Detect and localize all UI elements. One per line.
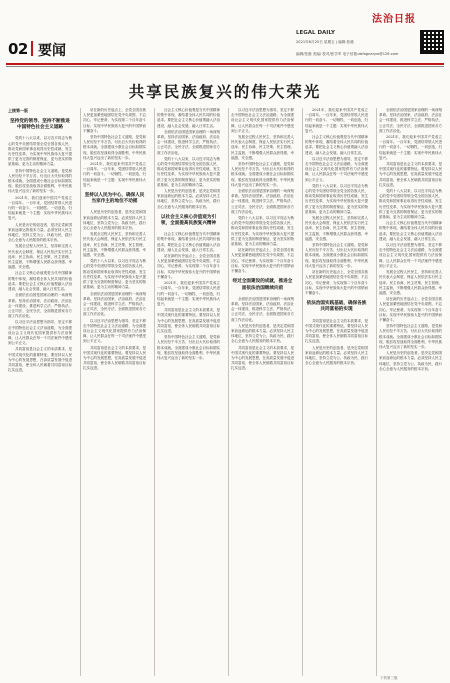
paragraph: 社会主义核心价值观是当代中国精神的集中体现，凝结着全体人民共同的价值追求。要把社会主义核心价值观融入法治建设、融入社会发展、融入日常生活。	[157, 232, 220, 252]
paragraph: 以习近平法治思想为指导，坚定不移走中国特色社会主义法治道路，为全面建设社会主义现代化国家提供有力法治保障，让人民群众在每一个司法案件中感受到公平正义。	[83, 318, 146, 344]
paragraph: 发展全过程人民民主，坚持和完善人民代表大会制度，保证人民依法实行民主选举、民主协商、民主决策、民主管理、民主监督，不断增强人民群众获得感、幸福感、安全感。	[8, 244, 72, 270]
paragraph: 以习近平法治思想为指导，坚定不移走中国特色社会主义法治道路，为全面建设社会主义现代化国家提供有力法治保障，让人民群众在每一个司法案件中感受到公平正义。	[305, 156, 368, 182]
paragraph: 党的十八大以来，以习近平同志为核心的党中央团结带领全党全国各族人民，推动党和国家事业取得历史性成就、发生历史性变革，为实现中华民族伟大复兴提供了更为完善的制度保证、更为坚实的物质基础、更为主动的精神力量。	[83, 259, 146, 290]
subhead: 经过全面建设的成就，推进全面依法治国继续向前	[232, 279, 293, 291]
paragraph: 以习近平法治思想为指导，坚定不移走中国特色社会主义法治道路，为全面建设社会主义现代化国家提供有力法治保障，让人民群众在每一个司法案件中感受到公平正义。	[379, 243, 442, 268]
paragraph: 党的十八大以来，以习近平同志为核心的党中央团结带领全党全国各族人民，推动党和国家事业取得历史性成就、发生历史性变革，为实现中华民族伟大复兴提供了更为完善的制度保证、更为坚实的物质基础、更为主动的精神力量。	[379, 189, 442, 220]
header-rule	[6, 63, 444, 65]
paragraph: 站在新的历史起点上，全党全国各族人民更加紧密地团结在党中央周围，不忘初心、牢记使命，为实现第二个百年奋斗目标、实现中华民族伟大复兴的中国梦而不懈奋斗。	[305, 270, 368, 295]
article-column-3	[154, 108, 222, 676]
qr-code-icon	[420, 30, 444, 54]
paragraph: 发展全过程人民民主，坚持和完善人民代表大会制度，保证人民依法实行民主选举、民主协商、民主决策、民主管理、民主监督，不断增强人民群众获得感、幸福感、安全感。	[231, 135, 294, 160]
article-column-2	[80, 108, 148, 676]
issue-meta: 2021年6月25日 星期五 | 编辑:张港	[296, 40, 354, 44]
paragraph: 共同富裕是社会主义的本质要求，是中国式现代化的重要特征。要坚持以人民为中心的发展思想，在高质量发展中促进共同富裕，使全体人民朝着共同富裕目标扎实迈进。	[157, 308, 220, 333]
paragraph: 坚持中国特色社会主义道路，是党和人民历经千辛万苦、付出巨大代价取得的根本成就。全面建成小康社会目标如期实现，脱贫攻坚战取得全面胜利，中华民族伟大复兴迈出了新的坚实一步。	[379, 324, 442, 349]
paragraph: 共同富裕是社会主义的本质要求，是中国式现代化的重要特征。要坚持以人民为中心的发展思想，在高质量发展中促进共同富裕，使全体人民朝着共同富裕目标扎实迈进。	[305, 318, 368, 344]
paragraph: 坚持中国特色社会主义道路，是党和人民历经千辛万苦、付出巨大代价取得的根本成就。全面建成小康社会目标如期实现，脱贫攻坚战取得全面胜利，中华民族伟大复兴迈出了新的坚实一步。	[231, 162, 294, 187]
paragraph: 坚持中国特色社会主义道路，是党和人民历经千辛万苦、付出巨大代价取得的根本成就。全面建成小康社会目标如期实现，脱贫攻坚战取得全面胜利，中华民族伟大复兴迈出了新的坚实一步。	[157, 335, 220, 360]
subhead: 坚持以人民为中心，确保人民当家作主的地位不动摇	[84, 193, 145, 205]
paragraph: 2021年，我们迎来中国共产党成立一百周年。一百年来，党团结带领人民进行的一切奋斗、一切牺牲、一切创造，归结起来就是一个主题：实现中华民族伟大复兴。	[305, 108, 368, 133]
newspaper-logo: 法治日报	[372, 14, 416, 25]
paragraph: 共同富裕是社会主义的本质要求，是中国式现代化的重要特征。要坚持以人民为中心的发展思想，在高质量发展中促进共同富裕，使全体人民朝着共同富裕目标扎实迈进。	[379, 162, 442, 187]
paragraph: 以习近平法治思想为指导，坚定不移走中国特色社会主义法治道路，为全面建设社会主义现代化国家提供有力法治保障，让人民群众在每一个司法案件中感受到公平正义。	[231, 108, 294, 133]
header-subrule	[6, 66, 444, 67]
paragraph: 共同富裕是社会主义的本质要求，是中国式现代化的重要特征。要坚持以人民为中心的发展思想，在高质量发展中促进共同富裕，使全体人民朝着共同富裕目标扎实迈进。	[8, 347, 72, 373]
paragraph: 2021年，我们迎来中国共产党成立一百周年。一百年来，党团结带领人民进行的一切奋斗、一切牺牲、一切创造，归结起来就是一个主题：实现中华民族伟大复兴。	[157, 281, 220, 306]
paragraph: 共同富裕是社会主义的本质要求，是中国式现代化的重要特征。要坚持以人民为中心的发展思想，在高质量发展中促进共同富裕，使全体人民朝着共同富裕目标扎实迈进。	[231, 345, 294, 371]
byline: 上接第一版	[8, 108, 28, 113]
paragraph: 发展全过程人民民主，坚持和完善人民代表大会制度，保证人民依法实行民主选举、民主协商、民主决策、民主管理、民主监督，不断增强人民群众获得感、幸福感、安全感。	[379, 270, 442, 295]
paragraph: 党的十八大以来，以习近平同志为核心的党中央团结带领全党全国各族人民，推动党和国家事业取得历史性成就、发生历史性变革，为实现中华民族伟大复兴提供了更为完善的制度保证、更为坚实的物质基础、更为主动的精神力量。	[231, 216, 294, 247]
paragraph: 人民是历史的创造者，是决定党和国家前途命运的根本力量。必须坚持人民主体地位，坚持立党为公、执政为民，践行全心全意为人民服务的根本宗旨。	[379, 351, 442, 371]
paragraph: 坚持中国特色社会主义道路，是党和人民历经千辛万苦、付出巨大代价取得的根本成就。全面建成小康社会目标如期实现，脱贫攻坚战取得全面胜利，中华民族伟大复兴迈出了新的坚实一步。	[83, 135, 146, 160]
edition-label: LEGAL DAILY	[296, 30, 335, 36]
continuation-note: 下转第三版	[380, 676, 398, 680]
paragraph: 党的十八大以来，以习近平同志为核心的党中央团结带领全党全国各族人民，推动党和国家事业取得历史性成就、发生历史性变革，为实现中华民族伟大复兴提供了更为完善的制度保证、更为坚实的物质基础、更为主动的精神力量。	[8, 136, 72, 167]
paragraph: 全面依法治国是国家治理的一场深刻革命。坚持法治国家、法治政府、法治社会一体建设，推进科学立法、严格执法、公正司法、全民守法，全面推进国家各方面工作法治化。	[231, 189, 294, 214]
paragraph: 全面依法治国是国家治理的一场深刻革命。坚持法治国家、法治政府、法治社会一体建设，推进科学立法、严格执法、公正司法、全民守法，全面推进国家各方面工作法治化。	[8, 293, 72, 319]
article-column-5	[302, 108, 370, 676]
paragraph: 全面依法治国是国家治理的一场深刻革命。坚持法治国家、法治政府、法治社会一体建设，推进科学立法、严格执法、公正司法、全民守法，全面推进国家各方面工作法治化。	[157, 129, 220, 155]
paragraph: 全面依法治国是国家治理的一场深刻革命。坚持法治国家、法治政府、法治社会一体建设，推进科学立法、严格执法、公正司法、全民守法，全面推进国家各方面工作法治化。	[83, 291, 146, 317]
paragraph: 人民是历史的创造者，是决定党和国家前途命运的根本力量。必须坚持人民主体地位，坚持立党为公、执政为民，践行全心全意为人民服务的根本宗旨。	[157, 189, 220, 209]
paragraph: 站在新的历史起点上，全党全国各族人民更加紧密地团结在党中央周围，不忘初心、牢记使命，为实现第二个百年奋斗目标、实现中华民族伟大复兴的中国梦而不懈奋斗。	[157, 254, 220, 279]
paragraph: 人民是历史的创造者，是决定党和国家前途命运的根本力量。必须坚持人民主体地位，坚持立党为公、执政为民，践行全心全意为人民服务的根本宗旨。	[231, 323, 294, 344]
masthead	[0, 0, 450, 70]
article-column-6	[376, 108, 444, 676]
paragraph: 党的十八大以来，以习近平同志为核心的党中央团结带领全党全国各族人民，推动党和国家事业取得历史性成就、发生历史性变革，为实现中华民族伟大复兴提供了更为完善的制度保证、更为坚实的物质基础、更为主动的精神力量。	[157, 156, 220, 187]
paragraph: 2021年，我们迎来中国共产党成立一百周年。一百年来，党团结带领人民进行的一切奋斗、一切牺牲、一切创造，归结起来就是一个主题：实现中华民族伟大复兴。	[379, 135, 442, 160]
paragraph: 站在新的历史起点上，全党全国各族人民更加紧密地团结在党中央周围，不忘初心、牢记使命，为实现第二个百年奋斗目标、实现中华民族伟大复兴的中国梦而不懈奋斗。	[83, 108, 146, 133]
paragraph: 共同富裕是社会主义的本质要求，是中国式现代化的重要特征。要坚持以人民为中心的发展思想，在高质量发展中促进共同富裕，使全体人民朝着共同富裕目标扎实迈进。	[83, 345, 146, 371]
article-body	[6, 108, 444, 676]
paragraph: 全面依法治国是国家治理的一场深刻革命。坚持法治国家、法治政府、法治社会一体建设，推进科学立法、严格执法、公正司法、全民守法，全面推进国家各方面工作法治化。	[231, 296, 294, 322]
page-divider-bar	[31, 41, 33, 56]
article-column-1	[6, 108, 74, 676]
subhead: 以社会主义核心价值观为引领，全面提高民族复兴精神	[160, 214, 217, 227]
paragraph: 人民是历史的创造者，是决定党和国家前途命运的根本力量。必须坚持人民主体地位，坚持立党为公、执政为民，践行全心全意为人民服务的根本宗旨。	[8, 222, 72, 243]
paragraph: 坚持中国特色社会主义道路，是党和人民历经千辛万苦、付出巨大代价取得的根本成就。全面建成小康社会目标如期实现，脱贫攻坚战取得全面胜利，中华民族伟大复兴迈出了新的坚实一步。	[305, 243, 368, 268]
subhead: 依法治国实践基础，确保各族共同富裕的实现	[306, 301, 367, 313]
paragraph: 社会主义核心价值观是当代中国精神的集中体现，凝结着全体人民共同的价值追求。要把社会主义核心价值观融入法治建设、融入社会发展、融入日常生活。	[379, 221, 442, 241]
paragraph: 2021年，我们迎来中国共产党成立一百周年。一百年来，党团结带领人民进行的一切奋斗、一切牺牲、一切创造，归结起来就是一个主题：实现中华民族伟大复兴。	[83, 162, 146, 187]
paragraph: 人民是历史的创造者，是决定党和国家前途命运的根本力量。必须坚持人民主体地位，坚持立党为公、执政为民，践行全心全意为人民服务的根本宗旨。	[83, 210, 146, 231]
paragraph: 发展全过程人民民主，坚持和完善人民代表大会制度，保证人民依法实行民主选举、民主协商、民主决策、民主管理、民主监督，不断增强人民群众获得感、幸福感、安全感。	[305, 216, 368, 241]
paragraph: 站在新的历史起点上，全党全国各族人民更加紧密地团结在党中央周围，不忘初心、牢记使命，为实现第二个百年奋斗目标、实现中华民族伟大复兴的中国梦而不懈奋斗。	[379, 297, 442, 322]
paragraph: 社会主义核心价值观是当代中国精神的集中体现，凝结着全体人民共同的价值追求。要把社会主义核心价值观融入法治建设、融入社会发展、融入日常生活。	[305, 135, 368, 155]
paragraph: 全面依法治国是国家治理的一场深刻革命。坚持法治国家、法治政府、法治社会一体建设，推进科学立法、严格执法、公正司法、全民守法，全面推进国家各方面工作法治化。	[379, 108, 442, 133]
paragraph: 坚持中国特色社会主义道路，是党和人民历经千辛万苦、付出巨大代价取得的根本成就。全面建成小康社会目标如期实现，脱贫攻坚战取得全面胜利，中华民族伟大复兴迈出了新的坚实一步。	[8, 168, 72, 194]
paragraph: 人民是历史的创造者，是决定党和国家前途命运的根本力量。必须坚持人民主体地位，坚持立党为公、执政为民，践行全心全意为人民服务的根本宗旨。	[305, 345, 368, 366]
page-number: 02	[8, 40, 28, 58]
section-title: 要闻	[38, 43, 66, 59]
editor-credits: 编辑/张港 美编/ 校对/张学军 电子信箱:zbfagnaryw@126.com	[296, 52, 399, 56]
article-column-4	[228, 108, 296, 676]
paragraph: 2021年，我们迎来中国共产党成立一百周年。一百年来，党团结带领人民进行的一切奋斗、一切牺牲、一切创造，归结起来就是一个主题：实现中华民族伟大复兴。	[8, 195, 72, 221]
paragraph: 党的十八大以来，以习近平同志为核心的党中央团结带领全党全国各族人民，推动党和国家事业取得历史性成就、发生历史性变革，为实现中华民族伟大复兴提供了更为完善的制度保证、更为坚实的物质基础、更为主动的精神力量。	[305, 183, 368, 214]
paragraph: 站在新的历史起点上，全党全国各族人民更加紧密地团结在党中央周围，不忘初心、牢记使命，为实现第二个百年奋斗目标、实现中华民族伟大复兴的中国梦而不懈奋斗。	[231, 248, 294, 274]
paragraph: 以习近平法治思想为指导，坚定不移走中国特色社会主义法治道路，为全面建设社会主义现代化国家提供有力法治保障，让人民群众在每一个司法案件中感受到公平正义。	[8, 320, 72, 346]
article-headline: 共享民族复兴的伟大荣光	[128, 82, 322, 101]
paragraph: 发展全过程人民民主，坚持和完善人民代表大会制度，保证人民依法实行民主选举、民主协商、民主决策、民主管理、民主监督，不断增强人民群众获得感、幸福感、安全感。	[83, 232, 146, 258]
paragraph: 社会主义核心价值观是当代中国精神的集中体现，凝结着全体人民共同的价值追求。要把社会主义核心价值观融入法治建设、融入社会发展、融入日常生活。	[8, 271, 72, 292]
subhead: 坚持党的领导、坚持不断推进中国特色社会主义道路	[10, 119, 70, 131]
paragraph: 社会主义核心价值观是当代中国精神的集中体现，凝结着全体人民共同的价值追求。要把社会主义核心价值观融入法治建设、融入社会发展、融入日常生活。	[157, 108, 220, 128]
